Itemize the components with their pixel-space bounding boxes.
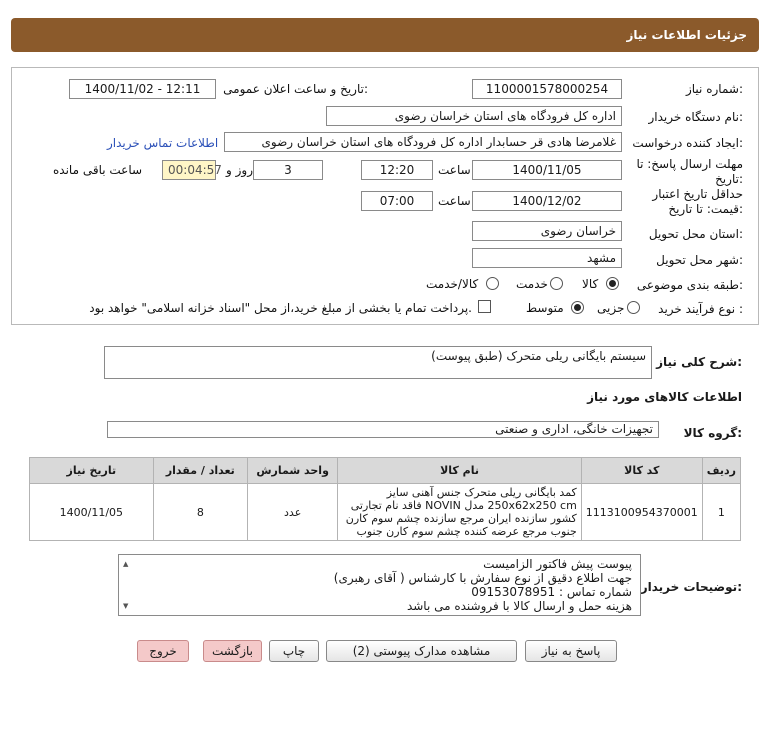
scroll-up-icon[interactable]: ▲ bbox=[123, 560, 129, 568]
summary-label: شرح کلی نیاز: bbox=[656, 355, 742, 369]
deadline-date-field: 1400/11/05 bbox=[472, 160, 622, 180]
reply-button[interactable]: پاسخ به نیاز bbox=[525, 640, 617, 662]
deadline-time-field: 12:20 bbox=[361, 160, 433, 180]
notes-line: شماره تماس : 09153078951 bbox=[471, 585, 632, 599]
view-attachments-button[interactable]: مشاهده مدارک پیوستی (2) bbox=[326, 640, 517, 662]
process-medium-label: متوسط bbox=[526, 301, 564, 315]
category-both-radio[interactable] bbox=[486, 277, 499, 290]
row-date: 1400/11/05 bbox=[30, 484, 154, 541]
print-button[interactable]: چاپ bbox=[269, 640, 319, 662]
process-label: نوع فرآیند خرید : bbox=[658, 302, 743, 316]
exit-button[interactable]: خروج bbox=[137, 640, 189, 662]
scroll-down-icon[interactable]: ▼ bbox=[123, 602, 129, 610]
validity-label: حداقل تاریخ اعتبار bbox=[652, 187, 743, 201]
row-qty: 8 bbox=[153, 484, 247, 541]
row-name: کمد بایگانی ریلی متحرک جنس آهنی سایز 250x62x250 cm مدل NOVIN فاقد نام تجارتی کشور سازنده ایران مرجع سازنده چشم سوم کارن جنوب مرجع عرضه کننده چشم سوم کارن جنوب bbox=[338, 484, 581, 541]
category-both-label: کالا/خدمت bbox=[426, 277, 479, 291]
buyer-org-field: اداره کل فرودگاه های استان خراسان رضوی bbox=[326, 106, 622, 126]
notes-line: هزینه حمل و ارسال کالا با فروشنده می باشد bbox=[406, 599, 632, 613]
category-goods-label: کالا bbox=[582, 277, 599, 291]
requester-field: غلامرضا هادی قر حسابدار اداره کل فرودگاه های استان خراسان رضوی bbox=[224, 132, 622, 152]
days-field: 3 bbox=[253, 160, 323, 180]
row-index: 1 bbox=[702, 484, 740, 541]
col-name-header: نام کالا bbox=[338, 458, 581, 484]
category-label: طبقه بندی موضوعی: bbox=[636, 278, 743, 292]
announce-date-field: 1400/11/02 - 12:11 bbox=[69, 79, 216, 99]
remaining-time-label: ساعت باقی مانده bbox=[53, 163, 143, 177]
treasury-payment-checkbox[interactable] bbox=[478, 300, 491, 313]
page-header bbox=[11, 18, 759, 52]
process-minor-label: جزیی bbox=[597, 301, 625, 315]
validity-date-field: 1400/12/02 bbox=[472, 191, 622, 211]
col-qty-header: تعداد / مقدار bbox=[153, 458, 247, 484]
notes-scrollbar[interactable] bbox=[121, 557, 133, 613]
back-button[interactable]: بازگشت bbox=[203, 640, 262, 662]
col-index-header: ردیف bbox=[702, 458, 740, 484]
city-label: شهر محل تحویل: bbox=[656, 253, 743, 267]
notes-line: پیوست پیش فاکتور الزامیست bbox=[483, 557, 632, 571]
notes-line: جهت اطلاع دقیق از نوع سفارش با کارشناس ( آقای رهبری) bbox=[333, 571, 632, 585]
buyer-notes-field[interactable] bbox=[118, 554, 641, 616]
category-service-radio[interactable] bbox=[550, 277, 563, 290]
col-code-header: کد کالا bbox=[581, 458, 702, 484]
goods-section-title: اطلاعات کالاهای مورد نیاز bbox=[587, 390, 742, 404]
validity-time-label: ساعت bbox=[438, 194, 471, 208]
validity-time-field: 07:00 bbox=[361, 191, 433, 211]
category-goods-radio[interactable] bbox=[606, 277, 619, 290]
province-label: استان محل تحویل: bbox=[648, 227, 743, 241]
goods-table-header bbox=[30, 458, 741, 484]
need-number-label: شماره نیاز: bbox=[685, 82, 743, 96]
col-unit-header: واحد شمارش bbox=[247, 458, 337, 484]
category-service-label: خدمت bbox=[516, 277, 548, 291]
deadline-label-2: تاریخ: bbox=[715, 172, 743, 186]
goods-group-field: تجهیزات خانگی، اداری و صنعتی bbox=[107, 421, 659, 438]
buyer-contact-link[interactable]: اطلاعات تماس خریدار bbox=[107, 136, 219, 150]
col-date-header: تاریخ نیاز bbox=[30, 458, 154, 484]
row-unit: عدد bbox=[247, 484, 337, 541]
summary-field: سیستم بایگانی ریلی متحرک (طبق پیوست) bbox=[104, 346, 652, 379]
requester-label: ایجاد کننده درخواست: bbox=[632, 136, 743, 150]
goods-group-label: گروه کالا: bbox=[683, 426, 742, 440]
buyer-notes-label: توضیحات خریدار: bbox=[640, 580, 742, 594]
buyer-org-label: نام دستگاه خریدار: bbox=[648, 110, 743, 124]
process-medium-radio[interactable] bbox=[571, 301, 584, 314]
deadline-label: مهلت ارسال پاسخ: تا bbox=[636, 157, 743, 171]
need-number-field: 1100001578000254 bbox=[472, 79, 622, 99]
deadline-time-label: ساعت bbox=[438, 163, 471, 177]
treasury-payment-note: پرداخت تمام یا بخشی از مبلغ خرید،از محل "اسناد خزانه اسلامی" خواهد بود. bbox=[89, 301, 472, 315]
city-field: مشهد bbox=[472, 248, 622, 268]
remaining-time-field: 00:04:57 bbox=[162, 160, 216, 180]
goods-table bbox=[29, 457, 741, 541]
process-minor-radio[interactable] bbox=[627, 301, 640, 314]
province-field: خراسان رضوی bbox=[472, 221, 622, 241]
validity-label-2: قیمت: تا تاریخ: bbox=[668, 202, 743, 216]
page-title: جزئیات اطلاعات نیاز bbox=[626, 28, 747, 42]
days-label: روز و bbox=[226, 163, 253, 177]
table-row bbox=[30, 484, 741, 541]
announce-date-label: تاریخ و ساعت اعلان عمومی: bbox=[223, 82, 368, 96]
row-code: 1113100954370001 bbox=[581, 484, 702, 541]
